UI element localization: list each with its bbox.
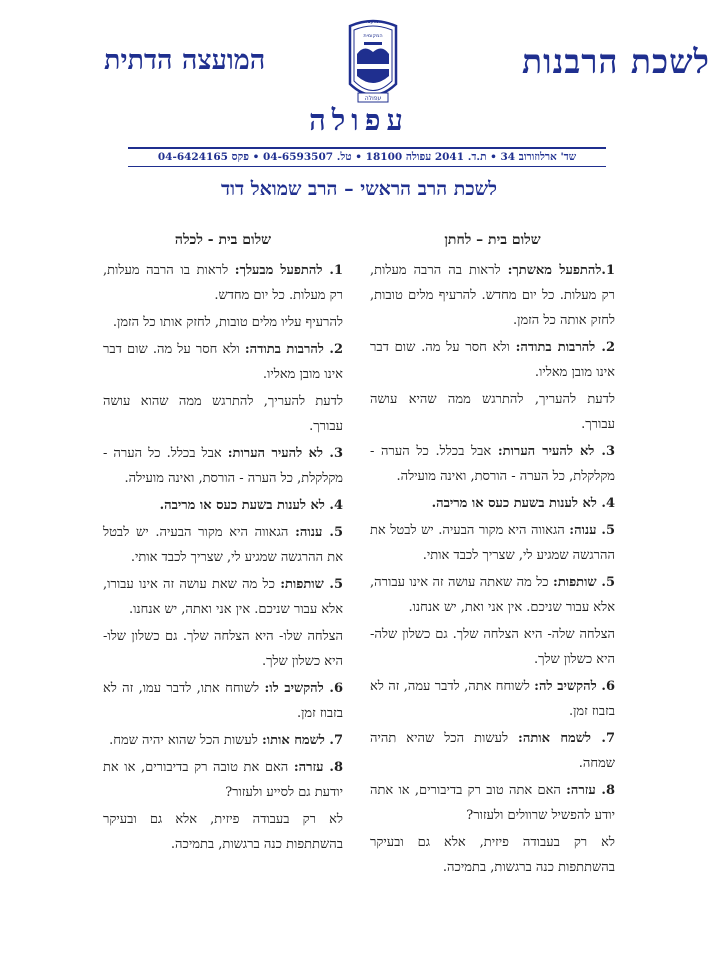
item-heading: 5. שותפות: <box>280 577 343 592</box>
list-item <box>370 622 615 672</box>
list-item <box>370 387 615 437</box>
item-text: אבל בכלל. כל הערה - מקלקלת, כל הערה - הורסת, ואינה מועילה. <box>103 446 343 486</box>
item-text: הגאווה היא מקור הבעיה. יש לבטל את ההרגשה שמגיע לי, שצריך לכבד אותי. <box>370 523 615 563</box>
list-item <box>370 491 615 516</box>
emblem-text-council: המועצה <box>364 19 382 25</box>
item-text: לדעת להעריך, להתרגש ממה שהיא עושה עבורך. <box>370 392 615 432</box>
item-heading: 3. לא להעיר הערות: <box>497 444 616 459</box>
item-text: כל מה שאת עושה זה אינו עבורו, אלא עבור שניכם. אין אני ואתה, יש אנחנו. <box>103 577 343 617</box>
groom-column-title: שלום בית – לחתן <box>444 232 541 248</box>
item-text: ולא חסר על מה. שום דבר אינו מובן מאליו. <box>370 340 615 380</box>
item-heading: 5. שותפות: <box>553 575 615 590</box>
item-text: האם את טובה רק בדיבורים, או את יודעת גם לסייע ולעזור? <box>103 760 343 800</box>
item-text: ולא חסר על מה. שום דבר אינו מובן מאליו. <box>103 342 343 382</box>
city-name: עפולה <box>309 103 409 137</box>
item-text: לשוחח אתו, לדבר עמו, זה לא בזבוז זמן. <box>103 681 343 721</box>
item-text: הצלחה שלה- היא הצלחה שלך. גם כשלון שלה- היא כשלון שלך. <box>370 627 615 667</box>
item-text: לא רק בעבודה פיזית, אלא גם ובעיקר בהשתתפות כנה ברגשות, בתמיכה. <box>103 812 343 852</box>
list-item <box>103 728 343 753</box>
list-item <box>103 572 343 622</box>
bride-column-title: שלום בית - לכלה <box>174 232 272 248</box>
item-text: הגאווה היא מקור הבעיה. יש לבטל את ההרגשה שמגיע לי, שצריך לכבד אותי. <box>103 525 343 565</box>
bride-column <box>103 228 343 859</box>
list-item <box>103 441 343 491</box>
groom-column <box>370 228 615 882</box>
item-text: כל מה שאתה עושה זה אינו עבורה, אלא עבור שניכם. אין אני ואת, יש אנחנו. <box>370 575 615 615</box>
item-heading: 6. להקשיב לה: <box>534 679 615 694</box>
item-heading: 1.להתפעל מאשתך: <box>507 263 615 278</box>
list-item <box>370 778 615 828</box>
list-item <box>370 258 615 333</box>
list-item <box>370 335 615 385</box>
contact-rule-top <box>128 147 606 149</box>
list-item <box>103 310 343 335</box>
item-text: לא רק בעבודה פיזית, אלא גם ובעיקר בהשתתפות כנה ברגשות, בתמיכה. <box>370 835 615 875</box>
contact-line: שד' ארלוזורוב 34 • ת.ד. 2041 עפולה 18100 • טל. 04-6593507 • פקס 04-6424165 <box>157 151 577 163</box>
item-heading: 4. לא לענות בשעת כעס או מריבה. <box>431 496 615 511</box>
item-text: האם אתה טוב רק בדיבורים, או אתה יודע להפשיל שרוולים ולעזור? <box>370 783 615 823</box>
list-item <box>370 674 615 724</box>
item-heading: 6. להקשיב לו: <box>264 681 343 696</box>
item-heading: 4. לא לענות בשעת כעס או מריבה. <box>159 498 343 513</box>
list-item <box>103 755 343 805</box>
emblem-text-local: המקומית <box>363 33 383 39</box>
item-text: אבל בכלל. כל הערה - מקלקלת, כל הערה - הורסת, ואינה מועילה. <box>370 444 615 484</box>
item-text: לראות בה הרבה מעלות, רק מעלות. כל יום מחדש. להרעיף מלים טובות, לחזק אותה כל הזמן. <box>370 263 615 328</box>
list-item <box>370 439 615 489</box>
list-item <box>103 337 343 387</box>
item-heading: 2. להרבות בתודה: <box>515 340 615 355</box>
item-text: הצלחה שלו- היא הצלחה שלך. גם כשלון שלו- היא כשלון שלך. <box>103 629 343 669</box>
rabbinate-office-title: לשכת הרבנות <box>522 42 710 81</box>
list-item <box>103 676 343 726</box>
item-heading: 7. לשמח אותה: <box>518 731 615 746</box>
list-item <box>103 493 343 518</box>
religious-council-title: המועצה הדתית <box>104 45 266 76</box>
item-heading: 2. להרבות בתודה: <box>244 342 343 357</box>
list-item <box>103 258 343 308</box>
item-heading: 8. עזרה: <box>566 783 615 798</box>
list-item <box>103 389 343 439</box>
emblem-text-city: עפולה <box>364 95 382 102</box>
item-heading: 8. עזרה: <box>293 760 343 775</box>
item-text: לראות בו הרבה מעלות, רק מעלות. כל יום מחדש. <box>103 263 343 303</box>
chief-rabbi-subtitle: לשכת הרב הראשי – הרב שמואל דוד <box>221 178 497 200</box>
list-item <box>103 624 343 674</box>
list-item <box>370 830 615 880</box>
item-heading: 3. לא להעיר הערות: <box>227 446 344 461</box>
item-heading: 5. ענוה: <box>569 523 615 538</box>
contact-rule-bottom <box>128 166 606 167</box>
list-item <box>370 570 615 620</box>
item-text: לעשות הכל שהוא יהיה שמח. <box>109 733 262 748</box>
list-item <box>103 807 343 857</box>
item-heading: 5. ענוה: <box>295 525 343 540</box>
item-heading: 1. להתפעל מבעלך: <box>234 263 343 278</box>
item-text: לשוחח אתה, לדבר עמה, זה לא בזבוז זמן. <box>370 679 615 719</box>
item-text: לעשות הכל שהיא תהיה שמחה. <box>370 731 615 771</box>
list-item <box>370 726 615 776</box>
item-text: להרעיף עליו מלים טובות, לחזק אותו כל הזמן. <box>112 315 343 330</box>
list-item <box>370 518 615 568</box>
item-text: לדעת להעריך, להתרגש ממה שהוא עושה עבורך. <box>103 394 343 434</box>
item-heading: 7. לשמח אותו: <box>261 733 343 748</box>
afula-emblem-logo <box>344 14 402 109</box>
list-item <box>103 520 343 570</box>
